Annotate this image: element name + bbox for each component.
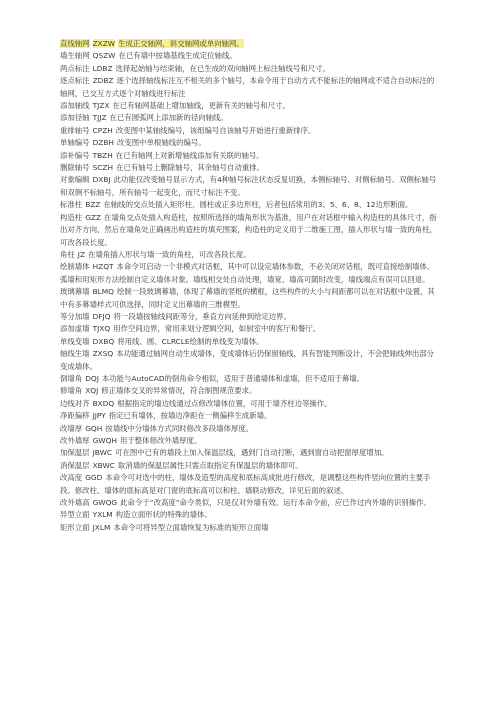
command-name: 异型立面 <box>60 510 90 520</box>
command-shortcut: BLMQ <box>92 287 114 297</box>
command-entry <box>60 398 437 410</box>
command-name: 标准柱 <box>60 200 83 210</box>
command-shortcut: JBWC <box>92 448 113 458</box>
command-entry <box>60 435 437 447</box>
command-description: 在已有墙中按墙基线生成定位轴线。 <box>118 51 237 61</box>
command-description: 取消墙的保温层属性只需点取指定有保温层的墙体即可。 <box>117 460 303 470</box>
command-description: 生成正交轴网，斜交轴网或单向轴网。 <box>118 39 244 48</box>
command-shortcut: TBZH <box>92 150 113 160</box>
command-name: 矩形立面 <box>60 522 90 532</box>
command-name: 直线轴网 <box>60 39 90 48</box>
command-entry <box>60 460 437 472</box>
command-name: 改外墙厚 <box>60 436 90 445</box>
command-shortcut: ZXSQ <box>92 349 114 359</box>
command-entry <box>60 311 437 323</box>
command-shortcut: XQJ <box>85 386 99 396</box>
command-name: 改墙厚 <box>60 423 83 433</box>
command-shortcut: DZBH <box>92 138 114 148</box>
command-shortcut: BZZ <box>85 200 101 210</box>
command-shortcut: SCZH <box>92 163 114 173</box>
command-entry <box>60 497 437 509</box>
command-name: 添加虚墙 <box>60 324 90 334</box>
command-entry <box>60 174 437 199</box>
command-entry <box>60 472 437 497</box>
command-description: 用作空间边界，常用来划分逻辑空间，如厨室中的客厅和餐厅。 <box>113 324 321 334</box>
command-shortcut: DFJQ <box>92 311 111 321</box>
command-description: 在墙角插入形状与墙一致的角柱，可改各段长度。 <box>88 249 251 259</box>
command-shortcut: ZXZW <box>92 39 116 48</box>
command-entry <box>60 137 437 149</box>
command-description: 按墙线中分墙体方式同时修改多段墙体厚度。 <box>105 423 254 433</box>
command-entry <box>60 286 437 311</box>
command-entry <box>60 385 437 397</box>
command-entry <box>60 336 437 348</box>
command-shortcut: TJJZ <box>92 113 107 123</box>
command-shortcut: JZ <box>77 249 86 259</box>
command-name: 单线变墙 <box>60 336 90 346</box>
command-description: 将一段墙按轴线间距等分，垂直方向延伸到给定边界。 <box>113 311 291 321</box>
command-name: 修墙角 <box>60 386 83 396</box>
command-description: 此功能仅改变轴号显示方式，有4种轴号标注状态反复切换，本侧标轴号、对侧标轴号、双侧标轴号和双侧不标轴号，所有轴号一起变化，而尺寸标注不变。 <box>60 175 437 197</box>
command-entry <box>60 423 437 435</box>
command-name: 重排轴号 <box>60 125 90 135</box>
command-description: 绘制一段玻璃幕墙，体现了幕墙的竖梃的横框，这些构件的大小与间距都可以在对话框中设置，其中有多幕墙样式可供选择，同时定义出幕墙的三维模型。 <box>60 287 435 309</box>
command-name: 构造柱 <box>60 212 83 222</box>
command-shortcut: DQJ <box>85 373 99 383</box>
command-description: 在轴线的交点处插入矩形柱、圆柱或正多边形柱，后者包括常用的3、5、6、8、12边形断面。 <box>103 200 413 210</box>
command-entry <box>60 522 437 534</box>
command-name: 单轴编号 <box>60 138 90 148</box>
command-entry <box>60 75 437 100</box>
command-entry <box>60 348 437 373</box>
command-description: 构造立面形状的特殊的墙体。 <box>115 510 212 520</box>
command-name: 消保温层 <box>60 460 90 470</box>
command-name: 改高度 <box>60 473 83 483</box>
command-entry <box>60 373 437 385</box>
command-shortcut: JXLM <box>92 522 111 532</box>
command-name: 对象编辑 <box>60 175 90 185</box>
command-entry <box>60 261 437 286</box>
command-shortcut: GGD <box>85 473 103 483</box>
command-description: 逐个选择轴线标注互不相关的多个轴号，本命令用于自动方式不能标注的轴网或不适合自动标注的轴网，已交互方式逐个对轴线进行标注 <box>60 76 435 98</box>
command-shortcut: GZZ <box>85 212 102 222</box>
command-shortcut: LDBZ <box>92 63 113 73</box>
command-name: 删除轴号 <box>60 163 90 173</box>
command-entry <box>60 509 437 521</box>
command-name: 逐点标注 <box>60 76 90 86</box>
command-entry <box>60 212 437 249</box>
command-description: 用于整体修改外墙厚度。 <box>120 436 202 445</box>
command-entry <box>60 410 437 422</box>
command-description: 本命令可启动一个非模式对话框，其中可以设定墙体参数，不必关闭对话框，既可直接绘制墙体、弧墙和用矩形方法绘制自定义墙体对象。墙线相交处自动处理，墙宽、墙高可随时改变，墙线端点有误可以回退。 <box>60 262 435 284</box>
command-shortcut: QSZW <box>92 51 116 61</box>
command-shortcut: DXBQ <box>92 336 115 346</box>
command-name: 添加径轴 <box>60 113 90 123</box>
command-entry <box>60 125 437 137</box>
command-shortcut: GWQH <box>92 436 117 445</box>
command-shortcut: CPZH <box>92 125 113 135</box>
command-entry <box>60 38 437 50</box>
command-description: 本命令可对选中的柱、墙体及造型的高度和底标高成批进行修改，是调整这些构件竖向位置的主要手段。修改柱、墙体的底标高是对门窗的底标高可以和柱、墙联动修改，详见后面的叙述。 <box>60 473 431 495</box>
command-description: 此命令于“改高度”命令类似，只是仅对外墙有效。运行本命令前，应已作过内外墙的识别操作。 <box>120 498 431 508</box>
command-description: 将用线、圆、CLRCLE绘制的单线变为墙体。 <box>117 336 264 346</box>
command-name: 等分加墙 <box>60 311 90 321</box>
command-description: 在已有轴网基础上增加轴线，更新有关的轴号和尺寸。 <box>112 101 290 111</box>
command-name: 玻璃幕墙 <box>60 287 90 297</box>
command-description: 本功能通过轴网自动生成墙体，变成墙体后仍保留轴线，具有智能判断设计，不会把轴线伸出部分变成墙体。 <box>60 349 435 371</box>
command-description: 改变图中某轴线编号，该组编号自该轴号开始进行重新排序。 <box>115 125 316 135</box>
command-name: 两点标注 <box>60 63 90 73</box>
command-name: 净距偏移 <box>60 411 90 421</box>
command-description: 本命令可将异型立面墙恢复为标准的矩形立面墙 <box>113 522 269 532</box>
command-entry <box>60 100 437 112</box>
command-name: 加保温层 <box>60 448 90 458</box>
command-name: 墙生轴网 <box>60 51 90 61</box>
command-name: 改外墙高 <box>60 498 90 508</box>
command-name: 添补编号 <box>60 150 90 160</box>
command-entry <box>60 50 437 62</box>
command-shortcut: HZQT <box>92 262 114 272</box>
command-entry <box>60 447 437 459</box>
command-list <box>60 38 437 534</box>
command-description: 本功能与AutoCAD的倒角命令相似，适用于普通墙体和虚墙，但不适用于幕墙。 <box>101 373 365 383</box>
command-shortcut: XBWC <box>92 460 115 470</box>
command-name: 添加轴线 <box>60 101 90 111</box>
command-entry <box>60 112 437 124</box>
command-shortcut: BXDQ <box>92 398 115 408</box>
command-description: 选择起始轴与结束轴，在已生成的双向轴网上标注轴线号和尺寸。 <box>115 63 330 73</box>
command-shortcut: TJZX <box>92 101 110 111</box>
command-entry <box>60 162 437 174</box>
command-name: 绘制墙体 <box>60 262 90 272</box>
command-name: 倒墙角 <box>60 373 83 383</box>
command-entry <box>60 249 437 261</box>
command-description: 根据指定的墙边线通过点修改墙体位置，可用于墙齐柱边等操作。 <box>117 398 332 408</box>
command-description: 指定已有墙体，按墙边净距在一侧偏移生成新墙。 <box>108 411 272 421</box>
command-name: 边线对齐 <box>60 398 90 408</box>
command-description: 在墙角交点处插入构造柱，按照所选择的墙角形状为基准，用户在对话框中输入构造柱的具体尺寸，指出对齐方向，然后在墙角处正确画出构造柱的填充图案，构造柱的定义用于二维施工图，插入形状与墙一致的角柱，可改各段长度。 <box>60 212 437 247</box>
command-shortcut: GWQG <box>92 498 118 508</box>
command-shortcut: TJXQ <box>92 324 111 334</box>
command-description: 修正墙体交叉的异常情况，符合制图规范要求。 <box>101 386 257 396</box>
command-description: 在已有轴网上对新增轴线添加有关联的轴号。 <box>115 150 264 160</box>
command-shortcut: GQH <box>85 423 103 433</box>
command-description: 在已有轴号上删除轴号，其余轴号自动重排。 <box>116 163 264 173</box>
command-entry <box>60 199 437 211</box>
command-shortcut: JJPY <box>92 411 106 421</box>
command-entry <box>60 63 437 75</box>
command-description: 改变图中单根轴线的编号。 <box>116 138 206 148</box>
command-name: 轴线生墙 <box>60 349 90 359</box>
command-shortcut: YXLM <box>92 510 113 520</box>
command-description: 在已有圆弧网上添加新的径向轴线。 <box>109 113 228 123</box>
command-description: 可在图中已有的墙段上加入保温层线，遇到门自动打断，遇到窗自动把窗厚度增加。 <box>115 448 389 458</box>
command-entry <box>60 150 437 162</box>
command-entry <box>60 323 437 335</box>
command-shortcut: ZDBZ <box>92 76 114 86</box>
command-name: 角柱 <box>60 249 75 259</box>
command-shortcut: DXBJ <box>92 175 111 185</box>
